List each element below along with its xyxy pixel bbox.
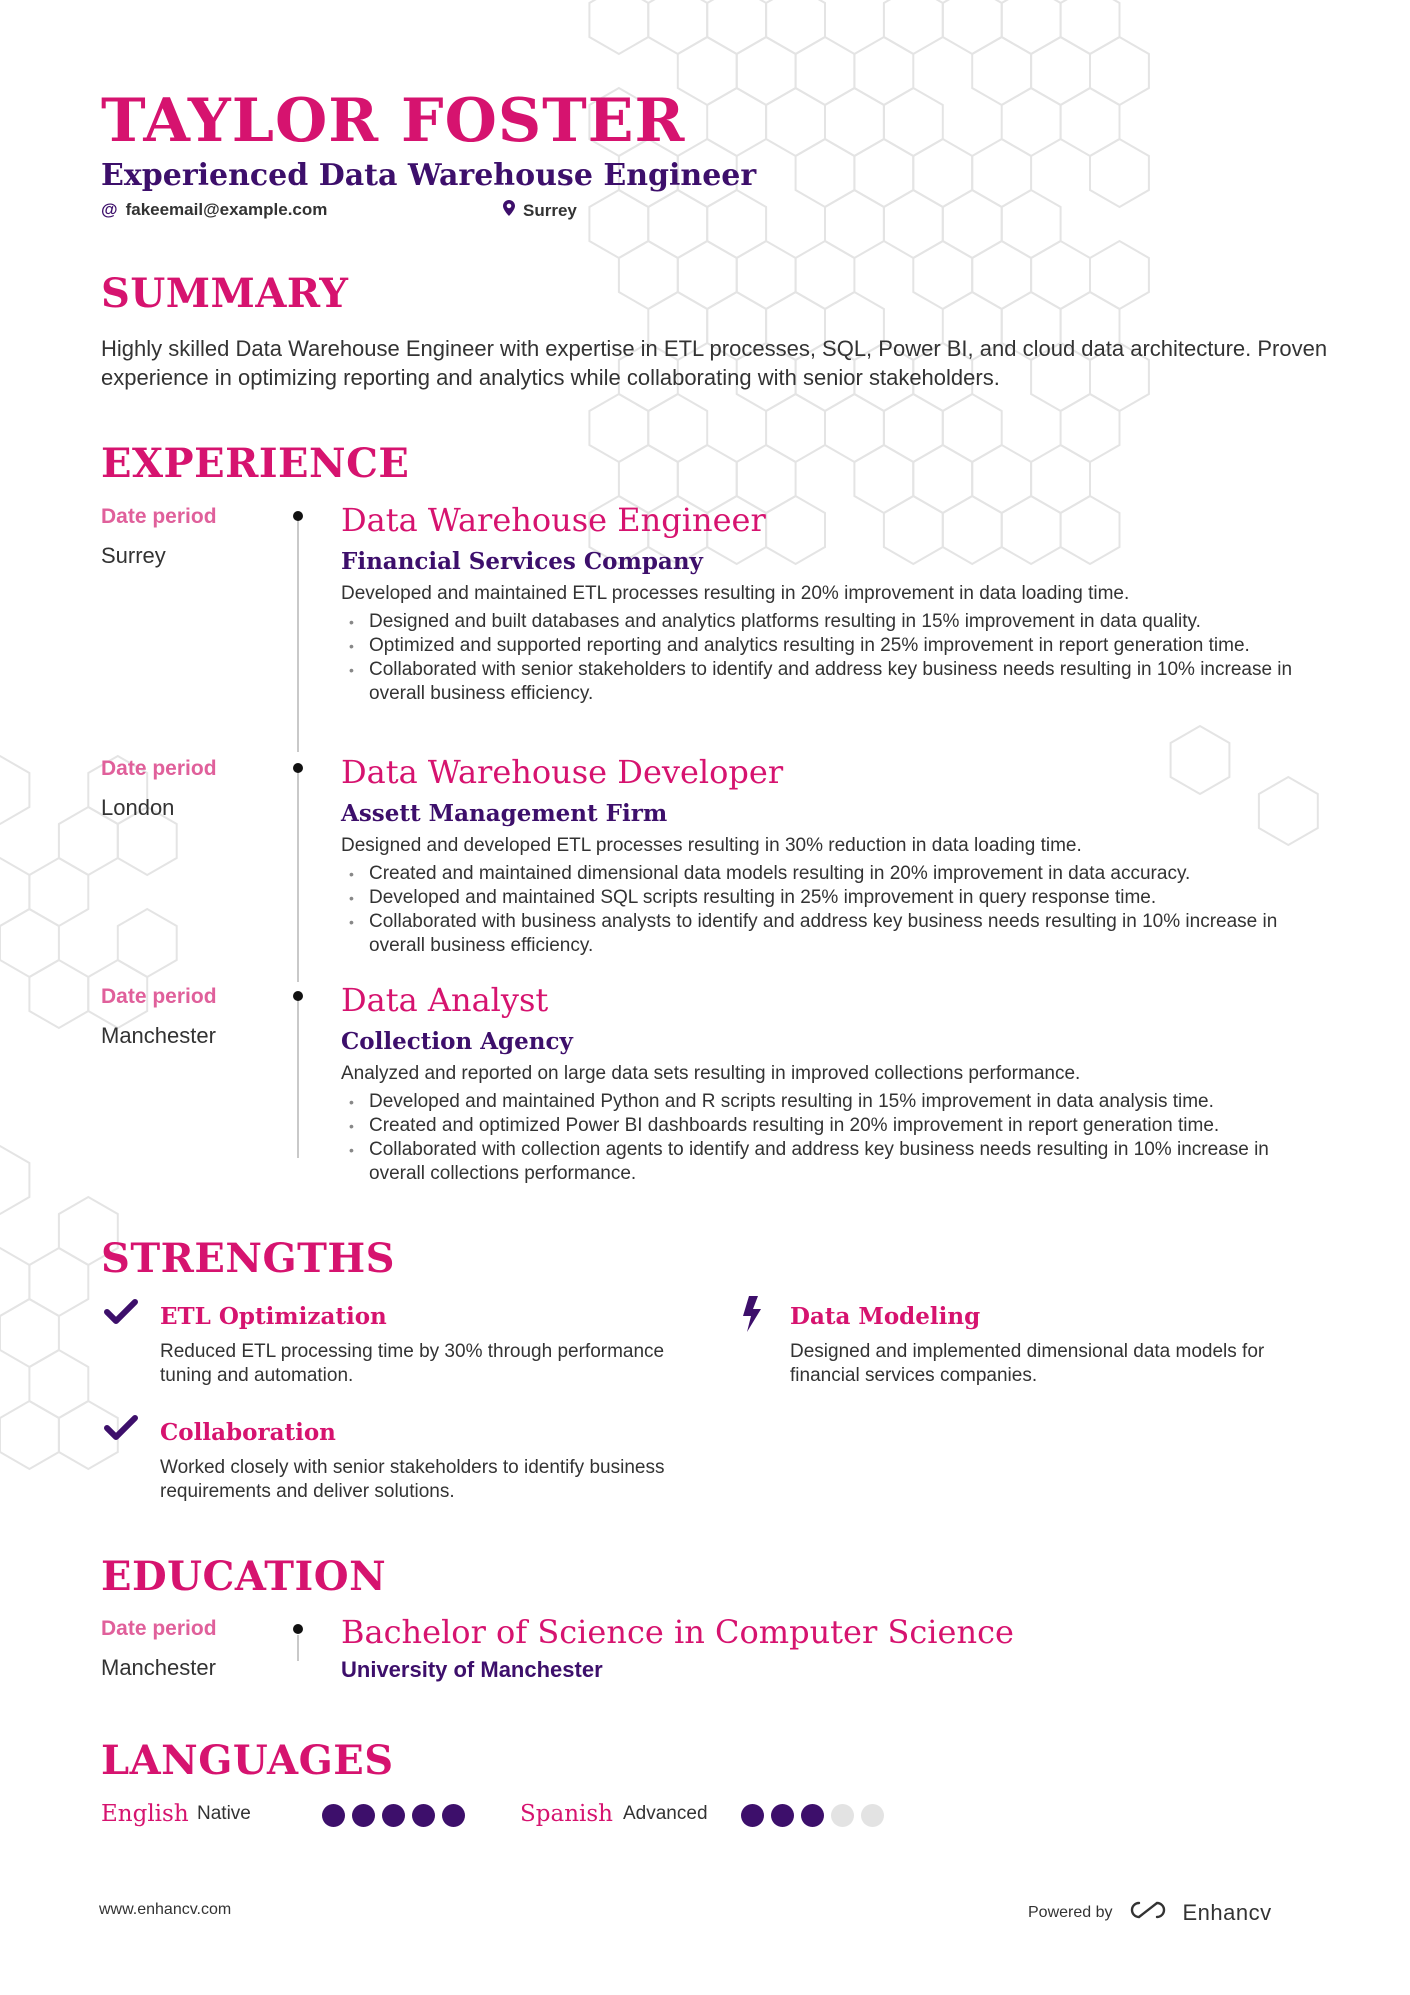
strength-title: Collaboration xyxy=(160,1419,336,1446)
hexagon-shape xyxy=(1002,0,1061,54)
hexagon-shape xyxy=(913,445,972,513)
job-bullets xyxy=(341,1090,1301,1186)
hexagon-shape xyxy=(913,139,972,207)
rating-dot-filled xyxy=(412,1804,435,1827)
candidate-title: Experienced Data Warehouse Engineer xyxy=(101,158,757,193)
hexagon-shape xyxy=(884,394,943,462)
job-title: Data Warehouse Engineer xyxy=(341,501,766,539)
list-item: • Collaborated with senior stakeholders to identify and address key business needs resulting in 10% increase in overall business efficiency. xyxy=(341,658,1301,706)
hexagon-shape xyxy=(118,909,177,977)
hexagon-shape xyxy=(796,139,855,207)
hexagon-shape xyxy=(737,37,796,105)
timeline-dot xyxy=(293,1624,303,1634)
list-item: • Collaborated with collection agents to identify and address key business needs resulting in 10% increase in overall collections performance. xyxy=(341,1138,1301,1186)
timeline-dot xyxy=(293,511,303,521)
timeline-dot xyxy=(293,763,303,773)
hexagon-shape xyxy=(943,190,1002,258)
footer-website[interactable]: www.enhancv.com xyxy=(99,1901,232,1918)
hexagon-shape xyxy=(0,1299,59,1367)
hexagon-shape xyxy=(678,241,737,309)
job-location: London xyxy=(101,795,175,820)
list-item: • Collaborated with business analysts to identify and address key business needs resulting in 10% increase in overall business efficiency. xyxy=(341,910,1301,958)
hexagon-shape xyxy=(29,858,88,926)
hexagon-shape xyxy=(825,88,884,156)
rating-dot-filled xyxy=(352,1804,375,1827)
enhancv-logo-icon xyxy=(1125,1898,1171,1927)
job-date: Date period xyxy=(101,757,217,780)
hexagon-shape xyxy=(943,394,1002,462)
list-item: • Created and maintained dimensional data models resulting in 20% improvement in data accuracy. xyxy=(341,862,1301,886)
hexagon-shape xyxy=(766,88,825,156)
hexagon-shape xyxy=(766,394,825,462)
hexagon-shape xyxy=(707,88,766,156)
hexagon-shape xyxy=(1061,394,1120,462)
hexagon-shape xyxy=(29,1248,88,1316)
language-name: Spanish xyxy=(520,1801,613,1827)
job-bullets xyxy=(341,862,1301,958)
language-rating xyxy=(322,1804,465,1827)
hexagon-shape xyxy=(589,394,648,462)
hexagon-shape xyxy=(648,190,707,258)
footer-branding xyxy=(1028,1898,1272,1927)
language-rating xyxy=(741,1804,884,1827)
powered-by-text: Powered by xyxy=(1028,1903,1113,1921)
job-location: Surrey xyxy=(101,543,166,568)
hexagon-shape xyxy=(854,139,913,207)
hexagon-shape xyxy=(884,496,943,564)
job-date: Date period xyxy=(101,985,217,1008)
list-item: • Created and optimized Power BI dashboards resulting in 20% improvement in report generation time. xyxy=(341,1114,1301,1138)
hexagon-shape xyxy=(1061,88,1120,156)
location-contact xyxy=(503,200,577,221)
timeline-line xyxy=(297,516,299,752)
experience-heading: EXPERIENCE xyxy=(101,440,410,487)
hexagon-shape xyxy=(589,190,648,258)
hexagon-shape xyxy=(766,496,825,564)
hexagon-shape xyxy=(972,241,1031,309)
job-location: Manchester xyxy=(101,1023,216,1048)
hexagon-shape xyxy=(1031,445,1090,513)
education-date: Date period xyxy=(101,1617,217,1640)
email-text: fakeemail@example.com xyxy=(125,200,328,219)
job-description: Analyzed and reported on large data sets resulting in improved collections performance. xyxy=(341,1063,1081,1084)
rating-dot-filled xyxy=(771,1804,794,1827)
timeline-line xyxy=(297,1635,299,1661)
list-item: • Designed and built databases and analytics platforms resulting in 15% improvement in data quality. xyxy=(341,610,1301,634)
education-degree: Bachelor of Science in Computer Science xyxy=(341,1613,1014,1651)
hexagon-shape xyxy=(796,37,855,105)
job-description: Designed and developed ETL processes resulting in 30% reduction in data loading time. xyxy=(341,835,1082,856)
hexagon-shape xyxy=(1061,0,1120,54)
language-name: English xyxy=(101,1801,189,1827)
hexagon-shape xyxy=(707,190,766,258)
hexagon-shape xyxy=(737,241,796,309)
strengths-heading: STRENGTHS xyxy=(101,1235,396,1282)
strength-description: Designed and implemented dimensional data models for financial services companies. xyxy=(790,1341,1265,1386)
hexagon-shape xyxy=(1090,241,1149,309)
language-level: Native xyxy=(197,1803,251,1824)
hexagon-shape xyxy=(796,241,855,309)
hexagon-shape xyxy=(1090,139,1149,207)
summary-heading: SUMMARY xyxy=(101,270,349,317)
list-item: • Developed and maintained SQL scripts resulting in 25% improvement in query response time. xyxy=(341,886,1301,910)
timeline-dot xyxy=(293,991,303,1001)
summary-text: Highly skilled Data Warehouse Engineer with expertise in ETL processes, SQL, Power BI, and cloud data architecture. Proven experience in optimizing reporting and analytics while collaborating with senior stakeholders. xyxy=(101,336,1328,390)
hexagon-shape xyxy=(943,496,1002,564)
location-pin-icon xyxy=(503,200,515,221)
brand-name: Enhancv xyxy=(1182,1899,1272,1925)
hexagon-shape xyxy=(678,37,737,105)
hexagon-shape xyxy=(619,241,678,309)
hexagon-shape xyxy=(854,445,913,513)
strength-description: Reduced ETL processing time by 30% through performance tuning and automation. xyxy=(160,1341,665,1386)
hexagon-shape xyxy=(0,1401,59,1469)
strength-title: Data Modeling xyxy=(790,1303,981,1330)
job-date: Date period xyxy=(101,505,217,528)
hexagon-shape xyxy=(0,756,29,824)
job-title: Data Analyst xyxy=(341,981,549,1019)
hexagon-shape xyxy=(1002,496,1061,564)
hexagon-shape xyxy=(1090,37,1149,105)
at-icon: @ xyxy=(101,200,118,219)
job-company: Collection Agency xyxy=(341,1028,573,1055)
email-contact[interactable] xyxy=(101,200,327,220)
education-heading: EDUCATION xyxy=(101,1553,387,1600)
rating-dot-empty xyxy=(861,1804,884,1827)
hexagon-shape xyxy=(1031,241,1090,309)
job-bullets xyxy=(341,610,1301,706)
timeline-line xyxy=(297,996,299,1158)
hexagon-shape xyxy=(0,1248,29,1316)
hexagon-shape xyxy=(913,241,972,309)
hexagon-shape xyxy=(972,37,1031,105)
hexagon-shape xyxy=(1031,37,1090,105)
job-company: Assett Management Firm xyxy=(341,800,668,827)
list-item: • Developed and maintained Python and R scripts resulting in 15% improvement in data analysis time. xyxy=(341,1090,1301,1114)
hexagon-shape xyxy=(943,0,1002,54)
education-school: University of Manchester xyxy=(341,1657,603,1682)
rating-dot-filled xyxy=(442,1804,465,1827)
hexagon-shape xyxy=(972,139,1031,207)
hexagon-shape xyxy=(0,1146,29,1214)
hexagon-shape xyxy=(589,0,648,54)
lightning-bolt-icon xyxy=(741,1296,763,1337)
hexagon-shape xyxy=(1061,496,1120,564)
hexagon-shape xyxy=(29,960,88,1028)
job-title: Data Warehouse Developer xyxy=(341,753,784,791)
hexagon-shape xyxy=(825,394,884,462)
list-item: • Optimized and supported reporting and analytics resulting in 25% improvement in report generation time. xyxy=(341,634,1301,658)
rating-dot-filled xyxy=(801,1804,824,1827)
strength-description: Worked closely with senior stakeholders to identify business requirements and deliver solutions. xyxy=(160,1457,665,1502)
hexagon-shape xyxy=(1002,190,1061,258)
timeline-line xyxy=(297,768,299,982)
hexagon-shape xyxy=(29,1350,88,1418)
hexagon-shape xyxy=(884,0,943,54)
hexagon-shape xyxy=(884,190,943,258)
hexagon-shape xyxy=(854,37,913,105)
hexagon-shape xyxy=(648,394,707,462)
candidate-name: TAYLOR FOSTER xyxy=(101,86,686,156)
job-description: Developed and maintained ETL processes resulting in 20% improvement in data loading time. xyxy=(341,583,1130,604)
hexagon-shape xyxy=(648,0,707,54)
hexagon-shape xyxy=(0,858,29,926)
languages-heading: LANGUAGES xyxy=(101,1737,394,1784)
hexagon-shape xyxy=(707,0,766,54)
hexagon-shape xyxy=(1171,726,1230,794)
hexagon-shape xyxy=(825,190,884,258)
hexagon-shape xyxy=(884,88,943,156)
checkmark-icon xyxy=(104,1414,138,1447)
language-level: Advanced xyxy=(623,1803,708,1824)
rating-dot-filled xyxy=(322,1804,345,1827)
rating-dot-filled xyxy=(741,1804,764,1827)
checkmark-icon xyxy=(104,1298,138,1331)
hexagon-shape xyxy=(1002,88,1061,156)
education-location: Manchester xyxy=(101,1655,216,1680)
strength-title: ETL Optimization xyxy=(160,1303,387,1330)
location-text: Surrey xyxy=(523,200,577,220)
hexagon-shape xyxy=(972,445,1031,513)
rating-dot-empty xyxy=(831,1804,854,1827)
hexagon-shape xyxy=(766,0,825,54)
job-company: Financial Services Company xyxy=(341,548,703,575)
rating-dot-filled xyxy=(382,1804,405,1827)
hexagon-shape xyxy=(0,909,59,977)
